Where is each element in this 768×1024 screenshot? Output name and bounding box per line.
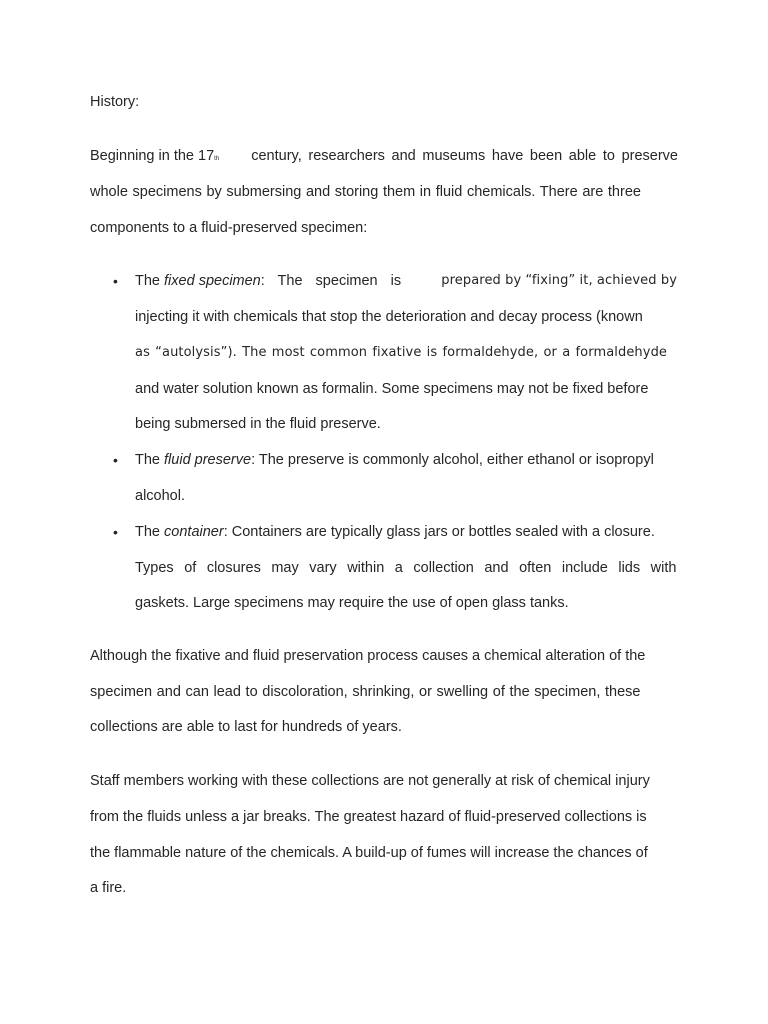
list-item-2-line-1: The fluid preserve: The preserve is commonly alcohol, either ethanol or isopropyl (135, 452, 654, 468)
intro-line-1 (90, 147, 678, 165)
term-container: container (164, 524, 224, 540)
list-item-1-tail: prepared by “fixing” it, achieved by (441, 273, 677, 288)
list-item-1-line-1 (135, 272, 677, 290)
para3-line-3: the flammable nature of the chemicals. A build-up of fumes will increase the chances of (90, 845, 648, 861)
bullet-marker: • (113, 452, 118, 468)
list-item-3-line-2: Types of closures may vary within a collection and often include lids with (135, 560, 677, 576)
para2-line-2: specimen and can lead to discoloration, shrinking, or swelling of the specimen, these (90, 684, 641, 700)
para2-line-1: Although the fixative and fluid preservation process causes a chemical alteration of the (90, 648, 646, 664)
intro-paragraph (90, 147, 678, 236)
list-item-1-lead: The fixed specimen: The specimen is (135, 273, 402, 289)
intro-line-1-end: century, researchers and museums have been able to preserve (251, 148, 678, 164)
list-item-3-line-1: The container: Containers are typically glass jars or bottles sealed with a closure. (135, 524, 655, 540)
section-heading: History: (90, 94, 140, 110)
para3-line-1: Staff members working with these collections are not generally at risk of chemical injury (90, 773, 650, 789)
para2-line-3: collections are able to last for hundreds of years. (90, 719, 402, 735)
para3-line-4: a fire. (90, 880, 127, 896)
superscript-th: th (214, 156, 220, 162)
list-item-1-line-5: being submersed in the fluid preserve. (135, 416, 381, 432)
intro-line-1-start: Beginning in the 17th (90, 148, 220, 164)
list-item-1-line-2: injecting it with chemicals that stop the deterioration and decay process (known (135, 309, 643, 325)
para3-line-2: from the fluids unless a jar breaks. The greatest hazard of fluid-preserved collections is (90, 809, 647, 825)
list-item-2-line-2: alcohol. (135, 488, 185, 504)
list-item-3-line-3: gaskets. Large specimens may require the use of open glass tanks. (135, 595, 569, 611)
list-item-1-line-3: as “autolysis”). The most common fixative is formaldehyde, or a formaldehyde (135, 345, 668, 360)
list-item-1-line-4: and water solution known as formalin. Some specimens may not be fixed before (135, 381, 649, 397)
bullet-marker: • (113, 273, 118, 289)
components-list (90, 272, 678, 612)
bullet-marker: • (113, 524, 118, 540)
term-fixed-specimen: fixed specimen (164, 273, 261, 289)
intro-line-3: components to a fluid-preserved specimen: (90, 220, 368, 236)
intro-line-2: whole specimens by submersing and storing them in fluid chemicals. There are three (90, 184, 641, 200)
term-fluid-preserve: fluid preserve (164, 452, 252, 468)
